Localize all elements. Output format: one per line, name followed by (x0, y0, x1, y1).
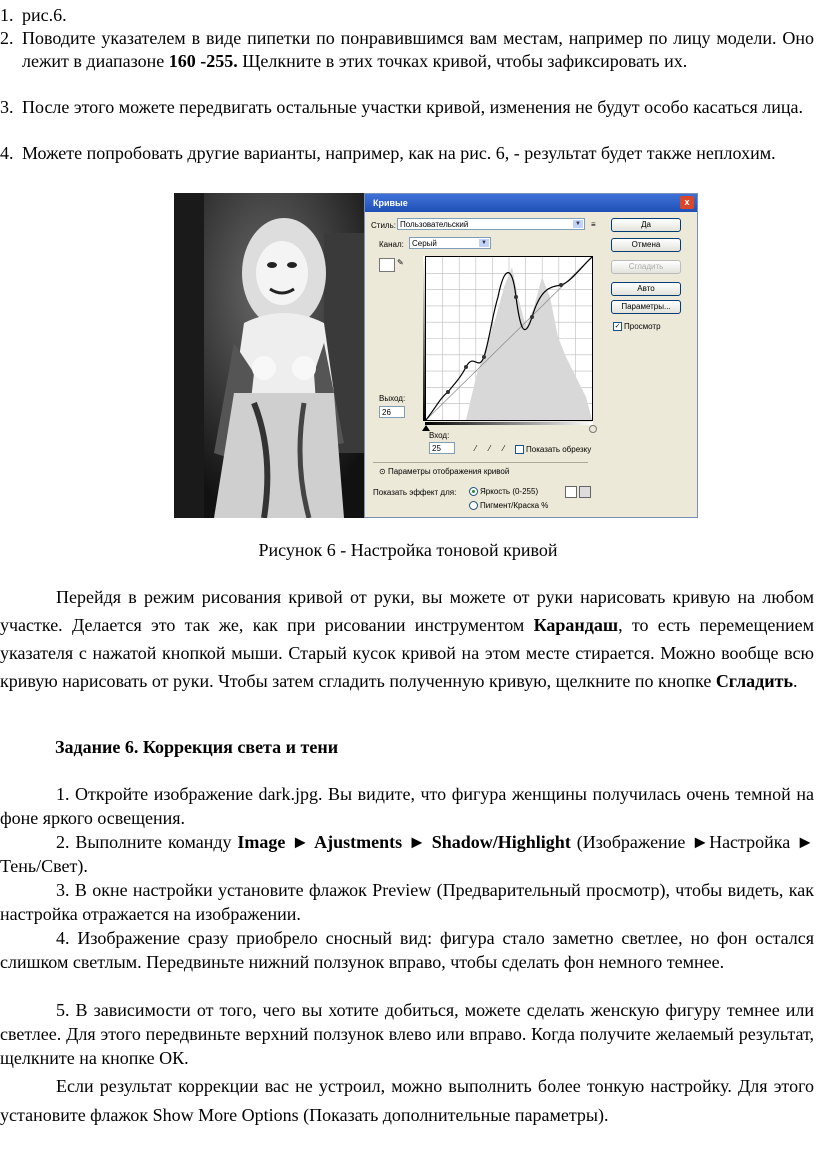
bold-term: Карандаш (533, 615, 619, 635)
style-menu-icon[interactable]: ≡ (591, 220, 596, 229)
channel-select[interactable] (409, 237, 491, 249)
list-number: 3. (0, 97, 14, 117)
display-options-toggle[interactable] (379, 467, 509, 476)
chevron-down-icon: ⊙ (379, 467, 388, 476)
checkmark-icon: ✓ (614, 323, 621, 331)
input-field[interactable]: 25 (429, 442, 455, 454)
separator (373, 462, 588, 463)
cancel-button[interactable]: Отмена (611, 238, 681, 252)
show-effect-label: Показать эффект для: (373, 488, 457, 497)
auto-button[interactable]: Авто (611, 282, 681, 296)
list-text: рис.6. (22, 5, 67, 25)
white-eyedropper-icon[interactable]: ⁄ (503, 444, 505, 453)
output-field[interactable]: 26 (379, 406, 405, 418)
style-select[interactable] (397, 218, 585, 230)
chevron-down-icon: ▼ (573, 220, 583, 228)
input-label: Вход: (429, 431, 450, 440)
radio-pigment[interactable] (469, 501, 548, 510)
curve-point[interactable] (482, 355, 486, 359)
step-2 (0, 830, 814, 878)
paragraph-text: . (793, 671, 798, 691)
output-gradient-bar (423, 256, 425, 421)
dialog-title: Кривые (373, 198, 408, 208)
channel-select-value: Серый (412, 239, 437, 248)
ok-button[interactable]: Да (611, 218, 681, 232)
step-3: 3. В окне настройки установите флажок Preview (Предварительный просмотр), чтобы видеть, как настройка отражается на изображении. (0, 880, 814, 924)
smooth-button[interactable]: Сгладить (611, 260, 681, 274)
white-point-slider[interactable] (589, 425, 597, 433)
radio-pigment-label: Пигмент/Краска % (480, 501, 549, 510)
step-4: 4. Изображение сразу приобрело сносный вид: фигура стало заметно светлее, но фон остался слишком светлым. Передвиньте нижний ползунок вправо, чтобы сделать фон немного темнее. (0, 928, 814, 972)
curve-point[interactable] (514, 295, 518, 299)
list-text-part: Поводите указателем в виде пипетки по понравившимся вам местам, например по лицу модели. Оно лежит в диапазоне (22, 28, 814, 71)
list-text: После этого можете передвигать остальные участки кривой, изменения не будут особо касаться лица. (22, 97, 803, 117)
gray-eyedropper-icon[interactable]: ⁄ (489, 444, 491, 453)
checkbox-icon (515, 445, 524, 454)
list-text: Можете попробовать другие варианты, например, как на рис. 6, - результат будет также неплохим. (22, 143, 776, 163)
list-number: 2. (0, 28, 14, 48)
display-options-label: Параметры отображения кривой (387, 467, 510, 476)
step-1: 1. Откройте изображение dark.jpg. Вы видите, что фигура женщины получилась очень темной на фоне яркого освещения. (0, 784, 814, 828)
final-paragraph: Если результат коррекции вас не устроил, можно выполнить более тонкую настройку. Для этого установите флажок Show More Options (Показать дополнительные параметры). (0, 1076, 814, 1125)
channel-label: Канал: (379, 240, 404, 249)
curves-dialog (364, 193, 698, 518)
dialog-titlebar (365, 194, 697, 212)
paragraph-text: , то есть перемещением указателя с нажатой кнопкой мыши. Старый кусок кривой на этом месте стирается. Можно вообще всю кривую нарисовать от руки. Чтобы затем сгладить полученную кривую, щелкните по кнопке (0, 615, 815, 691)
list-text-bold: 160 -255. (168, 51, 238, 71)
curve-point[interactable] (559, 283, 563, 287)
paragraph-text: Перейдя в режим рисования кривой от руки, вы можете от руки нарисовать кривую на любом участке. Делается это так же, как при рисовании инструментом (0, 587, 814, 635)
output-label: Выход: (379, 394, 406, 403)
radio-icon (469, 501, 478, 510)
chevron-down-icon: ▼ (479, 239, 489, 247)
step-text: 2. Выполните команду (56, 832, 238, 852)
preview-label: Просмотр (624, 322, 661, 331)
list-number: 4. (0, 143, 14, 163)
step-5: 5. В зависимости от того, чего вы хотите добиться, можете сделать женскую фигуру темнее или светлее. Для этого передвиньте верхний ползунок влево или вправо. Когда получите желаемый результат, щелкните на кнопке ОК. (0, 1000, 814, 1068)
params-button[interactable]: Параметры... (611, 300, 681, 314)
step-text: (Изображение ►Настройка ► Тень/Свет). (0, 832, 814, 876)
curve-point-tool-icon[interactable] (379, 258, 395, 272)
radio-brightness-label: Яркость (0-255) (480, 487, 539, 496)
curve-point[interactable] (464, 365, 468, 369)
figure-6 (174, 193, 698, 518)
bold-term: Сгладить (715, 671, 794, 691)
list-number: 1. (0, 5, 14, 25)
grid-small-icon[interactable] (565, 486, 577, 498)
curve-point[interactable] (530, 315, 534, 319)
radio-icon (469, 487, 478, 496)
paragraph (0, 583, 814, 695)
histogram (466, 267, 592, 420)
figure-caption: Рисунок 6 - Настройка тоновой кривой (258, 540, 558, 560)
list-text-part: Щелкните в этих точках кривой, чтобы зафиксировать их. (237, 51, 688, 71)
bold-term: Image ► Ajustments ► Shadow/Highlight (237, 832, 571, 852)
woman-photo-image (174, 193, 364, 518)
show-clipping-checkbox[interactable] (515, 445, 591, 454)
curve-point[interactable] (446, 390, 450, 394)
style-select-value: Пользовательский (400, 220, 469, 229)
section-heading: Задание 6. Коррекция света и тени (55, 737, 339, 757)
style-label: Стиль: (371, 221, 396, 230)
preview-checkbox[interactable] (613, 322, 661, 331)
pencil-icon[interactable]: ✎ (397, 258, 404, 267)
input-gradient-bar (425, 422, 593, 425)
curve-graph[interactable] (425, 256, 593, 421)
radio-brightness[interactable] (469, 487, 538, 496)
show-clipping-label: Показать обрезку (526, 445, 592, 454)
black-eyedropper-icon[interactable]: ⁄ (475, 444, 477, 453)
list-text (22, 27, 814, 73)
grid-large-icon[interactable] (579, 486, 591, 498)
close-button[interactable]: x (680, 196, 694, 209)
